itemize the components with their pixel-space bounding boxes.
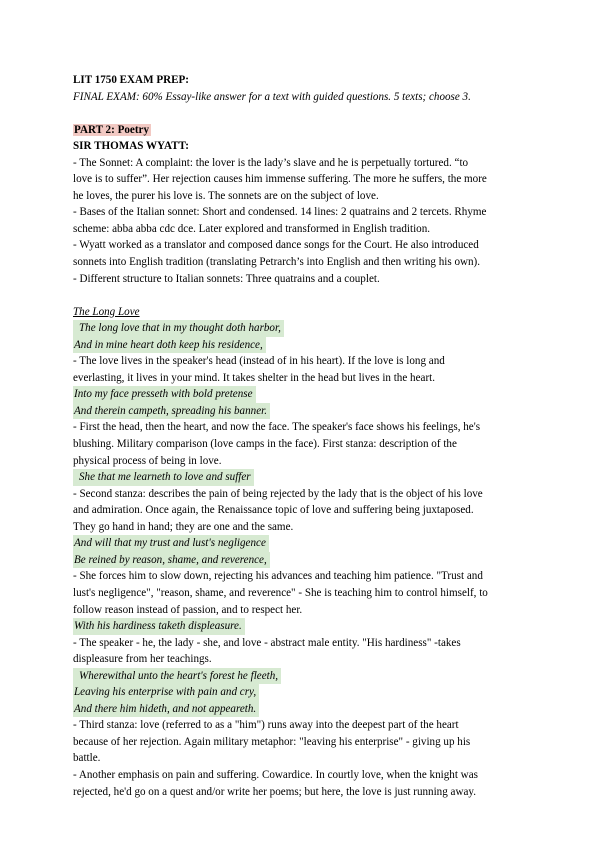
note-line: - The Sonnet: A complaint: the lover is the lady’s slave and he is perpetually tortured. “to	[73, 156, 469, 169]
poem-quote: With his hardiness taketh displeasure.	[73, 618, 245, 635]
poem-quote: Be reined by reason, shame, and reverence,	[73, 552, 270, 569]
note-line: sonnets into English tradition (translating Petrarch’s into English and then writing his own).	[73, 256, 481, 269]
poem-quote: And therein campeth, spreading his banner.	[73, 403, 270, 420]
commentary-line: everlasting, it lives in your mind. It takes shelter in the head but lives in the heart.	[73, 371, 435, 384]
note-line: - Bases of the Italian sonnet: Short and condensed. 14 lines: 2 quatrains and 2 tercets. Rhyme	[73, 206, 487, 219]
poem-quote: The long love that in my thought doth harbor,	[73, 320, 284, 337]
commentary-line: - First the head, then the heart, and now the face. The speaker's face shows his feelings, he's	[73, 421, 481, 434]
commentary-line: and admiration. Once again, the Renaissance topic of love and suffering being juxtaposed.	[73, 504, 474, 517]
commentary-line: - The speaker - he, the lady - she, and love - abstract male entity. "His hardiness" -takes	[73, 636, 461, 649]
document-title: LIT 1750 EXAM PREP:	[73, 74, 189, 86]
note-line: - Different structure to Italian sonnets: Three quatrains and a couplet.	[73, 272, 380, 285]
commentary-line: lust's negligence", "reason, shame, and reverence" - She is teaching him to control himself, to	[73, 586, 488, 599]
poem-quote: She that me learneth to love and suffer	[73, 469, 254, 486]
commentary-line: - She forces him to slow down, rejecting his advances and teaching him patience. "Trust and	[73, 570, 483, 583]
spacer	[73, 105, 524, 122]
poem-title: The Long Love	[73, 305, 140, 318]
section-heading: PART 2: Poetry	[74, 123, 149, 136]
commentary-line: - Another emphasis on pain and suffering. Cowardice. In courtly love, when the knight was	[73, 768, 478, 781]
author-heading: SIR THOMAS WYATT:	[73, 140, 189, 153]
note-line: love is to suffer”. Her rejection causes him immense suffering. The more he suffers, the more	[73, 173, 487, 186]
commentary-line: - The love lives in the speaker's head (instead of in his heart). If the love is long and	[73, 355, 445, 368]
note-line: he loves, the purer his love is. The sonnets are on the subject of love.	[73, 189, 379, 202]
poem-quote: Leaving his enterprise with pain and cry,	[73, 684, 259, 701]
commentary-line: rejected, he'd go on a quest and/or write her poems; but here, the love is just running away.	[73, 785, 477, 798]
poem-quote: And will that my trust and lust's negligence	[73, 535, 269, 552]
note-line: scheme: abba abba cdc dce. Later explored and transformed in English tradition.	[73, 222, 431, 235]
commentary-line: - Third stanza: love (referred to as a "him") runs away into the deepest part of the heart	[73, 719, 459, 732]
commentary-line: - Second stanza: describes the pain of being rejected by the lady that is the object of his love	[73, 487, 483, 500]
poem-quote: Into my face presseth with bold pretense	[73, 386, 256, 403]
note-line: - Wyatt worked as a translator and composed dance songs for the Court. He also introduced	[73, 239, 479, 252]
commentary-line: because of her rejection. Again military metaphor: "leaving his enterprise" - giving up his	[73, 735, 471, 748]
commentary-line: follow reason instead of passion, and to respect her.	[73, 603, 303, 616]
poem-quote: And there him hideth, and not appeareth.	[73, 701, 259, 718]
commentary-line: displeasure from her teachings.	[73, 653, 212, 666]
poem-quote: And in mine heart doth keep his residence,	[73, 337, 266, 354]
exam-description: FINAL EXAM: 60% Essay-like answer for a text with guided questions. 5 texts; choose 3.	[73, 90, 471, 103]
spacer	[73, 287, 524, 304]
intro-notes	[73, 155, 524, 287]
commentary-line: physical process of being in love.	[73, 454, 222, 467]
commentary-line: blushing. Military comparison (love camps in the face). First stanza: description of the	[73, 438, 457, 451]
commentary-line: They go hand in hand; they are one and the same.	[73, 520, 294, 533]
commentary-line: battle.	[73, 752, 101, 765]
poem-quote: Wherewithal unto the heart's forest he fleeth,	[73, 668, 281, 685]
